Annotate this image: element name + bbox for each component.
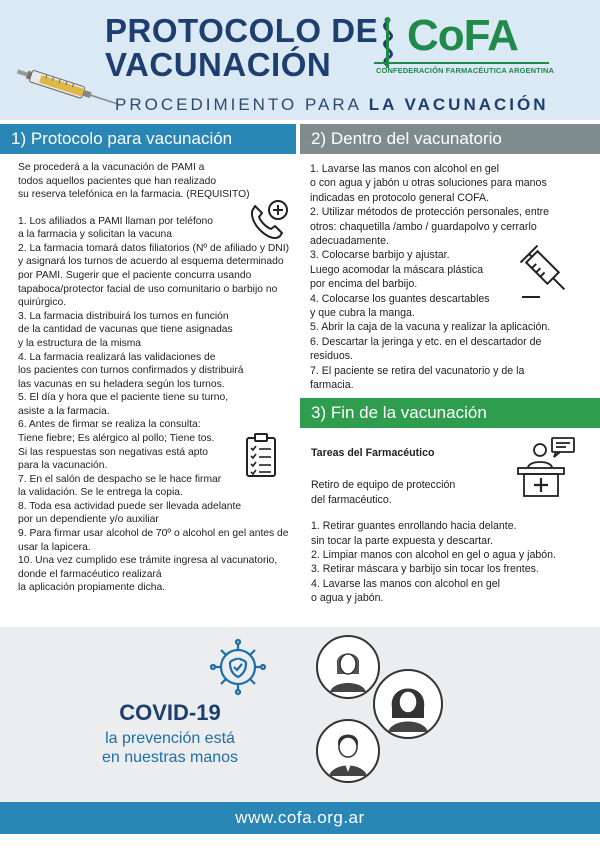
retiro-text: Retiro de equipo de protección del farmacéutico. [311, 479, 456, 506]
covid-subtitle: la prevención está en nuestras manos [101, 730, 239, 767]
vacunatorio-steps: 1. Lavarse las manos con alcohol en gel o con agua y jabón u otras soluciones para manos indicadas en protocolo general COFA. 2. Utilizar métodos de protección personales, entre otros: chaquetilla /ambo / guardapolvo y cerrarlo adecuadamente. 3. Colocarse barbijo y ajustar. Luego acomodar la máscara plástica por encima del barbijo. 4. Colocarse los guantes descartables y que cubra la manga. 5. Abrir la caja de la vacuna y realizar la aplicación. 6. Descartar la jeringa y etc. en el descartador de residuos. 7. El paciente se retira del vacunatorio y de la farmacia. [310, 163, 551, 392]
fin-steps: 1. Retirar guantes enrollando hacia delante. sin tocar la parte expuesta y descartar. 2. Limpiar manos con alcohol en gel o agua y jabón. 3. Retirar máscara y barbijo sin tocar los frentes. 4. Lavarse las manos con alcohol en gel o agua y jabón. [311, 520, 556, 605]
phone-icon [246, 198, 290, 242]
header [0, 0, 600, 120]
logo-subtitle: CONFEDERACIÓN FARMACÉUTICA ARGENTINA [376, 66, 555, 75]
vaccine-syringe-icon [520, 243, 572, 299]
pharmacist-counter-icon [516, 436, 578, 498]
tareas-heading: Tareas del Farmacéutico [311, 447, 435, 459]
footer-url[interactable]: www.cofa.org.ar [0, 802, 600, 834]
section-3-title: 3) Fin de la vacunación [300, 398, 600, 428]
logo-text: CoFA [407, 11, 518, 60]
protocol-intro: Se procederá a la vacunación de PAMI a todos aquellos pacientes que han realizado su reserva telefónica en la farmacia. (REQUISITO) [18, 162, 250, 201]
covid-title: COVID-19 [119, 700, 221, 725]
page-title-line1: PROTOCOLO DE [105, 12, 379, 49]
section-2-title: 2) Dentro del vacunatorio [300, 124, 600, 154]
page-subtitle [115, 95, 549, 115]
checklist-icon [244, 432, 278, 478]
section-1-title: 1) Protocolo para vacunación [0, 124, 296, 154]
page-title-line2: VACUNACIÓN [105, 46, 332, 83]
subtitle-bold: LA VACUNACIÓN [368, 95, 549, 114]
subtitle-prefix: PROCEDIMIENTO PARA [115, 95, 369, 114]
virus-shield-icon [208, 637, 268, 697]
protocol-steps: 1. Los afiliados a PAMI llaman por teléfono a la farmacia y solicitan la vacuna 2. La farmacia tomará datos filiatorios (Nº de afiliado y DNI) y asignará los turnos de acuerdo al esquema determinado por PAMI. Sugerir que el paciente concurra usando tapaboca/protector facial de uso comunitario o barbijo no quirúrgico. 3. La farmacia distribuirá los turnos en función de la cantidad de vacunas que tiene asignadas y la estructura de la misma 4. La farmacia realizará las validaciones de los pacientes con turnos confirmados y distribuirá las vacunas en su heladera según los turnos. 5. El día y hora que el paciente tiene su turno, asiste a la farmacia. 6. Antes de firmar se realiza la consulta: Tiene fiebre; Es alérgico al pollo; Tiene tos. Si las respuestas son negativas está apto para la vacunación. 7. En el salón de despacho se le hace firmar la validación. Se le entrega la copia. 8. Toda esa actividad puede ser llevada adelante por un dependiente y/o auxiliar 9. Para firmar usar alcohol de 70º o alcohol en gel antes de usar la lapicera. 10. Una vez cumplido ese trámite ingresa al vacunatorio, donde el farmacéutico realizará la aplicación propiamente dicha. [18, 215, 290, 594]
person-avatar-icon [372, 668, 444, 740]
